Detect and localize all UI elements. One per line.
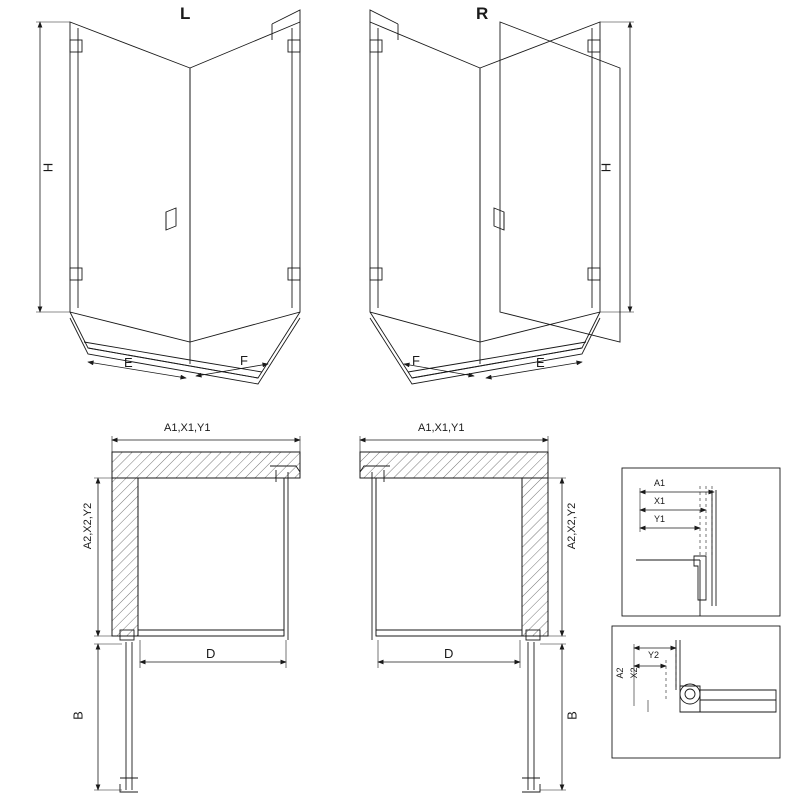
detail-upper-label-y1: Y1 bbox=[654, 514, 666, 524]
plan-left-side-dim-label: A2,X2,Y2 bbox=[82, 502, 94, 550]
detail-lower-label-y2: Y2 bbox=[648, 650, 660, 660]
variant-label-left: L bbox=[180, 4, 191, 23]
perspective-left-group bbox=[36, 10, 300, 384]
perspective-left-label-f: F bbox=[240, 353, 248, 368]
height-label-right: H bbox=[598, 162, 614, 173]
detail-upper-label-a1: A1 bbox=[654, 478, 666, 488]
plan-left-group bbox=[94, 436, 300, 792]
detail-upper-label-x1: X1 bbox=[654, 496, 666, 506]
plan-right-top-dim-label: A1,X1,Y1 bbox=[418, 422, 465, 434]
height-label-left: H bbox=[40, 162, 56, 173]
detail-lower-label-a2: A2 bbox=[615, 667, 625, 679]
detail-lower-group bbox=[612, 626, 780, 758]
plan-right-side-dim-label: A2,X2,Y2 bbox=[566, 502, 578, 550]
plan-left-door-dim-label: B bbox=[70, 711, 86, 720]
perspective-left-label-e: E bbox=[124, 355, 133, 370]
plan-left-top-dim-label: A1,X1,Y1 bbox=[164, 422, 211, 434]
detail-lower-label-x2: X2 bbox=[629, 667, 639, 679]
perspective-right-group bbox=[370, 10, 634, 384]
plan-right-group bbox=[360, 436, 566, 792]
detail-upper-group bbox=[622, 468, 780, 616]
perspective-right-label-e: E bbox=[536, 355, 545, 370]
plan-right-inner-dim-label: D bbox=[444, 646, 454, 661]
plan-right-door-dim-label: B bbox=[564, 711, 580, 720]
perspective-right-label-f: F bbox=[412, 353, 420, 368]
variant-label-right: R bbox=[476, 4, 489, 23]
plan-left-inner-dim-label: D bbox=[206, 646, 216, 661]
